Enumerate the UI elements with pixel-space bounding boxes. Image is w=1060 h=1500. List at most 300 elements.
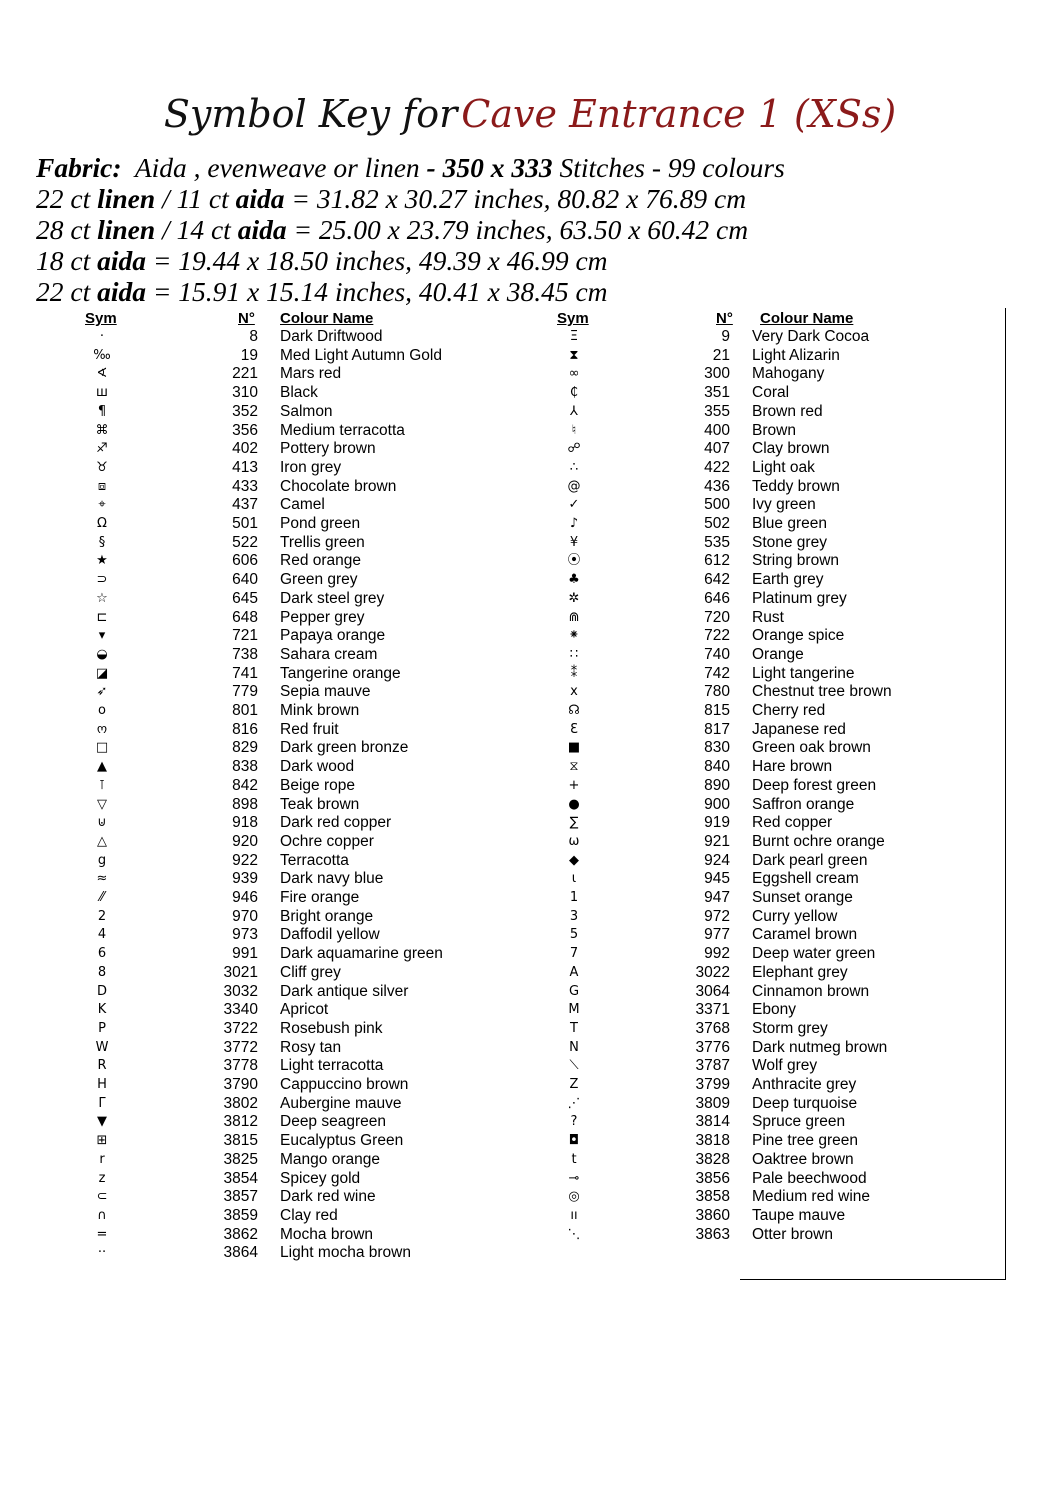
colour-number: 500 bbox=[704, 496, 730, 514]
colour-number: 535 bbox=[704, 533, 730, 551]
key-row bbox=[82, 1170, 502, 1189]
key-row bbox=[554, 1076, 974, 1095]
key-row bbox=[82, 646, 502, 665]
colour-name: Teak brown bbox=[280, 795, 360, 813]
colour-name: Brown red bbox=[752, 402, 823, 420]
colour-number: 741 bbox=[232, 664, 258, 682]
key-row bbox=[554, 1170, 974, 1189]
symbol: t bbox=[571, 1151, 577, 1167]
colour-number: 422 bbox=[704, 458, 730, 476]
symbol: ▼ bbox=[97, 1114, 107, 1130]
symbol: ⋱ bbox=[567, 1226, 581, 1242]
colour-name: Coral bbox=[752, 384, 790, 402]
colour-name: Japanese red bbox=[752, 720, 846, 738]
colour-name: Beige rope bbox=[280, 776, 355, 794]
colour-number: 829 bbox=[232, 739, 258, 757]
colour-number: 3812 bbox=[223, 1113, 258, 1131]
key-row bbox=[554, 983, 974, 1002]
colour-number: 221 bbox=[232, 365, 258, 383]
colour-name: Elephant grey bbox=[752, 963, 848, 981]
colour-name: Apricot bbox=[280, 1001, 329, 1019]
colour-name: Aubergine mauve bbox=[280, 1094, 402, 1112]
count: 22 ct bbox=[36, 276, 98, 307]
symbol: ◒ bbox=[96, 646, 108, 662]
symbol: ɩ bbox=[571, 871, 577, 887]
symbol: ⁄⁄ bbox=[99, 890, 105, 905]
colour-name: Green grey bbox=[280, 571, 358, 589]
symbol: T bbox=[570, 1020, 578, 1036]
colour-number: 646 bbox=[704, 589, 730, 607]
colour-name: Chestnut tree brown bbox=[752, 683, 892, 701]
header-num-left: N° bbox=[238, 310, 255, 327]
colour-name: Sahara cream bbox=[280, 645, 378, 663]
symbol: ⊏ bbox=[96, 609, 108, 625]
symbol: ⊞ bbox=[96, 1133, 108, 1149]
colour-name: Rosebush pink bbox=[280, 1019, 383, 1037]
colour-number: 3340 bbox=[223, 1001, 258, 1019]
symbol: 3 bbox=[569, 908, 579, 924]
colour-number: 742 bbox=[704, 664, 730, 682]
colour-number: 642 bbox=[704, 571, 730, 589]
colour-number: 970 bbox=[232, 907, 258, 925]
key-row bbox=[554, 1207, 974, 1226]
colour-number: 3859 bbox=[223, 1206, 258, 1224]
colour-name: Teddy brown bbox=[752, 477, 840, 495]
colour-number: 3864 bbox=[223, 1244, 258, 1262]
colour-number: 3064 bbox=[695, 982, 730, 1000]
colour-name: Dark wood bbox=[280, 758, 355, 776]
key-row bbox=[554, 440, 974, 459]
colour-name: Cappuccino brown bbox=[280, 1076, 409, 1093]
colour-number: 3768 bbox=[695, 1019, 730, 1037]
key-row bbox=[554, 758, 974, 777]
colour-number: 3814 bbox=[695, 1113, 730, 1131]
symbol: ◎ bbox=[568, 1189, 580, 1205]
colour-name: Orange spice bbox=[752, 627, 845, 645]
colour-number: 842 bbox=[232, 776, 258, 794]
colour-number: 502 bbox=[704, 515, 730, 532]
key-row bbox=[82, 1151, 502, 1170]
symbol: ⅄ bbox=[570, 403, 578, 419]
colour-number: 3818 bbox=[695, 1132, 730, 1150]
symbol: ♮ bbox=[571, 422, 577, 438]
colour-name: Red copper bbox=[752, 814, 833, 832]
symbol: ·· bbox=[97, 1245, 107, 1261]
key-row bbox=[554, 609, 974, 628]
colour-number: 919 bbox=[704, 814, 730, 832]
colour-number: 977 bbox=[704, 926, 730, 944]
symbol: ∞ bbox=[568, 366, 580, 382]
symbol: ⊃ bbox=[96, 572, 108, 588]
colour-number: 3021 bbox=[223, 963, 258, 981]
colour-name: Med Light Autumn Gold bbox=[280, 346, 442, 364]
colour-number: 924 bbox=[704, 851, 730, 869]
colour-name: Burnt ochre orange bbox=[752, 832, 885, 850]
colour-name: Clay brown bbox=[752, 440, 830, 458]
symbol: ☍ bbox=[567, 441, 581, 457]
key-row bbox=[82, 365, 502, 384]
key-row bbox=[554, 833, 974, 852]
colour-name: Dark steel grey bbox=[280, 589, 385, 607]
symbol: o bbox=[98, 703, 106, 718]
key-row bbox=[82, 440, 502, 459]
symbol: ıı bbox=[570, 1207, 578, 1223]
key-row bbox=[554, 702, 974, 721]
colour-name: Brown bbox=[752, 421, 796, 439]
count: 28 ct bbox=[36, 214, 98, 245]
key-row bbox=[554, 515, 974, 534]
key-row bbox=[82, 739, 502, 758]
key-row bbox=[82, 852, 502, 871]
colour-number: 437 bbox=[232, 496, 258, 514]
symbol: 4 bbox=[97, 927, 107, 943]
colour-name: Bright orange bbox=[280, 907, 374, 925]
colour-name: Earth grey bbox=[752, 571, 824, 589]
key-row bbox=[82, 870, 502, 889]
key-row bbox=[554, 814, 974, 833]
colour-number: 722 bbox=[704, 627, 730, 645]
key-row bbox=[554, 627, 974, 646]
colour-name: Eggshell cream bbox=[752, 870, 859, 888]
colour-name: Black bbox=[280, 384, 318, 402]
key-row bbox=[82, 496, 502, 515]
colour-name: Taupe mauve bbox=[752, 1206, 846, 1224]
colour-name: Dark red copper bbox=[280, 814, 392, 832]
symbol: ★ bbox=[96, 553, 108, 569]
fabric-type: linen bbox=[97, 183, 156, 214]
symbol: ⌘ bbox=[95, 422, 109, 438]
symbol: □ bbox=[95, 740, 109, 756]
key-row bbox=[82, 1226, 502, 1245]
key-row bbox=[554, 889, 974, 908]
key-row bbox=[554, 1113, 974, 1132]
symbol: ▾ bbox=[98, 628, 106, 644]
symbol: N bbox=[569, 1039, 579, 1055]
key-row bbox=[554, 646, 974, 665]
symbol: ⧗ bbox=[569, 347, 579, 363]
symbol: ¥ bbox=[569, 534, 579, 550]
symbol: ● bbox=[568, 796, 580, 812]
colour-number: 3857 bbox=[223, 1188, 258, 1206]
colour-number: 3858 bbox=[695, 1188, 730, 1206]
colour-number: 973 bbox=[232, 926, 258, 944]
colour-number: 612 bbox=[704, 552, 730, 570]
key-row bbox=[554, 777, 974, 796]
colour-number: 939 bbox=[232, 870, 258, 888]
key-row bbox=[554, 870, 974, 889]
colour-number: 890 bbox=[704, 776, 730, 794]
symbol: Ξ bbox=[569, 329, 579, 344]
symbol: ☊ bbox=[568, 703, 580, 718]
colour-name: Cherry red bbox=[752, 702, 826, 719]
colour-number: 300 bbox=[704, 365, 730, 383]
colour-name: Rust bbox=[752, 608, 784, 626]
symbol: Ɛ bbox=[570, 721, 578, 737]
key-row bbox=[82, 945, 502, 964]
colour-number: 920 bbox=[232, 832, 258, 850]
colour-name: Spicey gold bbox=[280, 1169, 361, 1187]
symbol: x bbox=[570, 684, 578, 700]
colour-number: 9 bbox=[721, 328, 730, 345]
key-row bbox=[82, 459, 502, 478]
colour-number: 351 bbox=[704, 384, 730, 402]
symbol: ⁑ bbox=[570, 665, 578, 681]
key-row bbox=[554, 1226, 974, 1245]
symbol: ▲ bbox=[97, 759, 107, 775]
key-row bbox=[554, 739, 974, 758]
colour-name: Light mocha brown bbox=[280, 1244, 411, 1262]
colour-number: 779 bbox=[232, 683, 258, 701]
symbol: ⦿ bbox=[567, 553, 581, 569]
key-row bbox=[554, 1039, 974, 1058]
symbol: ω bbox=[568, 833, 580, 849]
key-row bbox=[554, 1132, 974, 1151]
colour-number: 921 bbox=[704, 832, 730, 850]
pattern-name: Cave Entrance 1 (XSs) bbox=[461, 92, 897, 136]
symbol: M bbox=[568, 1002, 580, 1018]
symbol: ♉ bbox=[96, 459, 108, 475]
key-row bbox=[554, 459, 974, 478]
colour-name: Pond green bbox=[280, 515, 361, 532]
key-row bbox=[82, 1188, 502, 1207]
colour-name: Chocolate brown bbox=[280, 477, 397, 495]
symbol: ∷ bbox=[569, 646, 579, 662]
fabric-label: Fabric: bbox=[36, 152, 122, 183]
key-row bbox=[82, 403, 502, 422]
colour-name: Dark aquamarine green bbox=[280, 945, 443, 963]
fabric-dash: - bbox=[419, 152, 443, 183]
symbol: z bbox=[98, 1170, 106, 1186]
colour-name: Platinum grey bbox=[752, 589, 847, 607]
colour-number: 801 bbox=[232, 702, 258, 719]
colour-number: 3772 bbox=[223, 1038, 258, 1056]
colour-name: Oaktree brown bbox=[752, 1150, 854, 1168]
symbol: ⧈ bbox=[97, 478, 107, 494]
symbol: g bbox=[97, 852, 107, 868]
key-row bbox=[554, 590, 974, 609]
colour-number: 992 bbox=[704, 945, 730, 963]
colour-name: Camel bbox=[280, 496, 325, 514]
key-row bbox=[82, 515, 502, 534]
colour-number: 3776 bbox=[695, 1038, 730, 1056]
symbol: ♐ bbox=[96, 441, 108, 457]
key-row bbox=[554, 534, 974, 553]
colour-number: 972 bbox=[704, 907, 730, 925]
key-row bbox=[554, 683, 974, 702]
stitch-count: 350 x 333 bbox=[442, 152, 553, 183]
symbol: △ bbox=[97, 833, 107, 849]
key-row bbox=[554, 1151, 974, 1170]
colour-name: Ochre copper bbox=[280, 832, 374, 850]
colour-number: 352 bbox=[232, 402, 258, 420]
symbol: ✲ bbox=[568, 590, 580, 606]
colour-number: 816 bbox=[232, 720, 258, 738]
colour-number: 815 bbox=[704, 702, 730, 719]
colour-number: 355 bbox=[704, 402, 730, 420]
colour-number: 3856 bbox=[695, 1169, 730, 1187]
colour-number: 898 bbox=[232, 795, 258, 813]
colour-name: Dark antique silver bbox=[280, 982, 409, 1000]
symbol: ⋰ bbox=[567, 1095, 581, 1111]
symbol: ⌖ bbox=[98, 497, 106, 513]
fabric-type: aida bbox=[97, 276, 146, 307]
colour-number: 3815 bbox=[223, 1132, 258, 1150]
header-sym-left: Sym bbox=[85, 310, 117, 327]
colour-name: Light Alizarin bbox=[752, 346, 840, 364]
key-row bbox=[82, 1001, 502, 1020]
colour-name: Terracotta bbox=[280, 851, 349, 869]
colour-name: Mars red bbox=[280, 365, 342, 383]
dimensions: = 19.44 x 18.50 inches, 49.39 x 46.99 cm bbox=[146, 245, 608, 276]
symbol: ? bbox=[570, 1114, 578, 1130]
symbol: ⋒ bbox=[568, 609, 580, 625]
colour-number: 3825 bbox=[223, 1150, 258, 1168]
table-bottom-border bbox=[740, 1279, 1006, 1280]
key-row bbox=[82, 534, 502, 553]
symbol: ⊺ bbox=[98, 777, 106, 793]
symbol: ♪ bbox=[569, 516, 579, 531]
colour-number: 19 bbox=[240, 346, 258, 364]
colour-number: 3854 bbox=[223, 1169, 258, 1187]
colour-number: 3799 bbox=[695, 1076, 730, 1093]
key-row bbox=[82, 964, 502, 983]
key-row bbox=[554, 926, 974, 945]
colour-number: 21 bbox=[712, 346, 730, 364]
colour-name: Fire orange bbox=[280, 889, 360, 906]
symbol: ₵ bbox=[569, 385, 579, 401]
colour-number: 3371 bbox=[695, 1001, 730, 1019]
colour-name: Iron grey bbox=[280, 458, 342, 476]
header-name-right: Colour Name bbox=[760, 310, 854, 327]
symbol: + bbox=[568, 777, 580, 793]
symbol: ∢ bbox=[96, 366, 108, 382]
symbol: ∩ bbox=[97, 1207, 107, 1223]
symbol: 8 bbox=[97, 964, 107, 980]
colour-name: Medium red wine bbox=[752, 1188, 871, 1206]
symbol: ⟍ bbox=[569, 1058, 579, 1074]
fabric-info bbox=[36, 152, 1036, 307]
colour-name: Cinnamon brown bbox=[752, 982, 870, 1000]
symbol: R bbox=[97, 1058, 107, 1074]
symbol: ◘ bbox=[568, 1133, 580, 1149]
symbol: ◪ bbox=[95, 665, 109, 681]
symbol: 7 bbox=[569, 946, 579, 962]
colour-number: 945 bbox=[704, 870, 730, 888]
size-lines bbox=[36, 183, 1036, 307]
key-row bbox=[82, 347, 502, 366]
key-row bbox=[82, 702, 502, 721]
colour-number: 356 bbox=[232, 421, 258, 439]
colour-number: 838 bbox=[232, 758, 258, 776]
header-num-right: N° bbox=[716, 310, 733, 327]
colour-number: 640 bbox=[232, 571, 258, 589]
symbol: ო bbox=[96, 721, 108, 737]
key-row bbox=[82, 609, 502, 628]
colour-number: 3828 bbox=[695, 1150, 730, 1168]
colour-name: Ebony bbox=[752, 1001, 796, 1019]
colour-number: 3032 bbox=[223, 982, 258, 1000]
key-row bbox=[554, 478, 974, 497]
fabric-type: aida bbox=[97, 245, 146, 276]
symbol: ➶ bbox=[96, 684, 108, 700]
colour-name: Red fruit bbox=[280, 720, 339, 738]
colour-name: Sunset orange bbox=[752, 889, 853, 906]
colour-number: 501 bbox=[232, 515, 258, 532]
key-row bbox=[82, 422, 502, 441]
size-line bbox=[36, 276, 1036, 307]
key-row bbox=[554, 496, 974, 515]
symbol: ⊍ bbox=[97, 815, 107, 831]
key-row bbox=[554, 796, 974, 815]
symbol: @ bbox=[567, 478, 581, 494]
colour-number: 3860 bbox=[695, 1206, 730, 1224]
count: 18 ct bbox=[36, 245, 98, 276]
fabric-materials: Aida , evenweave or linen bbox=[134, 152, 420, 183]
key-row bbox=[82, 833, 502, 852]
symbol: ∴ bbox=[569, 459, 579, 475]
colour-name: Pale beechwood bbox=[752, 1169, 867, 1187]
size-line bbox=[36, 214, 1036, 245]
colour-name: Light terracotta bbox=[280, 1057, 384, 1075]
colour-number: 922 bbox=[232, 851, 258, 869]
key-row bbox=[554, 1020, 974, 1039]
colour-name: Daffodil yellow bbox=[280, 926, 380, 944]
key-row bbox=[82, 627, 502, 646]
symbol: ⊂ bbox=[96, 1189, 108, 1205]
colour-number: 402 bbox=[232, 440, 258, 458]
symbol: 2 bbox=[97, 908, 107, 924]
colour-number: 3787 bbox=[695, 1057, 730, 1075]
colour-name: Medium terracotta bbox=[280, 421, 405, 439]
key-row bbox=[82, 777, 502, 796]
key-row bbox=[82, 758, 502, 777]
key-row bbox=[82, 384, 502, 403]
colour-number: 900 bbox=[704, 795, 730, 813]
colour-name: Light tangerine bbox=[752, 664, 855, 682]
colour-number: 947 bbox=[704, 889, 730, 906]
colour-number: 3802 bbox=[223, 1094, 258, 1112]
key-row bbox=[554, 403, 974, 422]
key-row bbox=[554, 328, 974, 347]
key-row bbox=[554, 665, 974, 684]
colour-number: 3722 bbox=[223, 1019, 258, 1037]
colour-name: Dark green bronze bbox=[280, 739, 409, 757]
key-row bbox=[554, 908, 974, 927]
key-row bbox=[82, 889, 502, 908]
key-row bbox=[554, 852, 974, 871]
symbol: ◆ bbox=[569, 852, 579, 868]
symbol: ⧖ bbox=[569, 759, 579, 775]
symbol: 1 bbox=[569, 890, 579, 905]
key-row bbox=[554, 964, 974, 983]
key-row bbox=[82, 665, 502, 684]
key-row bbox=[82, 328, 502, 347]
dimensions: = 25.00 x 23.79 inches, 63.50 x 60.42 cm bbox=[286, 214, 749, 245]
symbol: W bbox=[95, 1039, 109, 1055]
key-row bbox=[554, 552, 974, 571]
symbol: Ω bbox=[97, 516, 107, 531]
key-row bbox=[554, 721, 974, 740]
colour-number: 645 bbox=[232, 589, 258, 607]
colour-name: Sepia mauve bbox=[280, 683, 371, 701]
key-row bbox=[82, 796, 502, 815]
colour-name: Tangerine orange bbox=[280, 664, 401, 682]
key-row bbox=[82, 926, 502, 945]
colour-name: Deep seagreen bbox=[280, 1113, 386, 1131]
colour-number: 522 bbox=[232, 533, 258, 551]
colour-name: Storm grey bbox=[752, 1019, 828, 1037]
header-name-left: Colour Name bbox=[280, 310, 374, 327]
